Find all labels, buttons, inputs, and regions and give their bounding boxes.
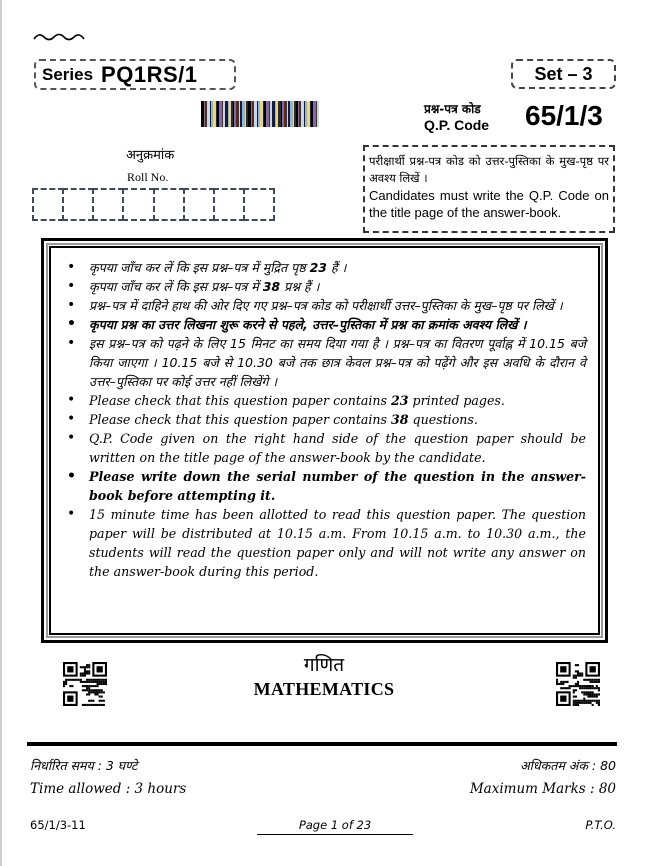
page-number: Page 1 of 23 xyxy=(257,818,413,835)
instruction-item xyxy=(65,505,586,581)
notice-hindi: परीक्षार्थी प्रश्न-पत्र कोड को उत्तर-पुस्तिका के मुख-पृष्ठ पर अवश्य लिखें । xyxy=(369,154,609,185)
notice-english: Candidates must write the Q.P. Code on the title page of the answer-book. xyxy=(369,188,609,220)
roll-number-box[interactable] xyxy=(183,188,215,221)
instruction-text: प्रश्न हैं । xyxy=(280,279,320,294)
set-label: Set – 3 xyxy=(534,63,593,84)
max-marks-hindi: अधिकतम अंक : 80 xyxy=(520,758,616,773)
instruction-text: Please write down the serial number of the question in the answer-book before attempting it. xyxy=(89,469,586,503)
instruction-text: Q.P. Code given on the right hand side of the question paper should be written on the title page of the answer-book by the candidate. xyxy=(89,431,586,465)
time-allowed: Time allowed : 3 hours xyxy=(30,781,187,797)
roll-label-hindi: अनुक्रमांक xyxy=(126,148,175,163)
roll-number-box[interactable] xyxy=(213,188,245,221)
pto-label: P.T.O. xyxy=(585,818,616,832)
instruction-text: कृपया जाँच कर लें कि इस प्रश्न–पत्र में मुद्रित पृष्ठ xyxy=(89,260,310,275)
instruction-item xyxy=(65,391,586,410)
instruction-item xyxy=(65,429,586,467)
subject-title-hindi: गणित xyxy=(303,654,345,676)
series-value: PQ1RS/1 xyxy=(101,61,198,87)
instruction-text: कृपया जाँच कर लें कि इस प्रश्न–पत्र में xyxy=(89,279,263,294)
instruction-text: printed pages. xyxy=(408,393,505,408)
instruction-item xyxy=(65,315,586,334)
roll-number-box[interactable] xyxy=(243,188,275,221)
instruction-text: प्रश्न–पत्र में दाहिने हाथ की ओर दिए गए प्रश्न–पत्र कोड को परीक्षार्थी उत्तर–पुस्तिका के मुख–पृष्ठ पर लिखें । xyxy=(89,298,563,313)
instruction-item xyxy=(65,410,586,429)
roll-number-box[interactable] xyxy=(32,188,64,221)
instruction-text: 15 minute time has been allotted to read this question paper. The question paper will be distributed at 10.15 a.m. From 10.15 a.m. to 10.30 a.m., the students will read the question paper only and will not write any answer on the answer-book during this period. xyxy=(89,507,586,579)
instruction-text: Please check that this question paper contains xyxy=(89,412,391,427)
qp-code-notice xyxy=(363,145,615,233)
instruction-count: 38 xyxy=(262,279,281,294)
roll-label: Roll No. xyxy=(127,170,169,184)
roll-number-box[interactable] xyxy=(62,188,94,221)
wavy-line-icon xyxy=(33,30,85,44)
instruction-item xyxy=(65,334,586,391)
instruction-text: इस प्रश्न–पत्र को पढ़ने के लिए 15 मिनट का समय दिया गया है । प्रश्न–पत्र का वितरण पूर्वाह्न में 10.15 बजे किया जाएगा । 10.15 बजे से 10.30 बजे तक छात्र केवल प्रश्न–पत्र को पढ़ेंगे और इस अवधि के दौरान वे उत्तर–पुस्तिका पर कोई उत्तर नहीं लिखेंगे । xyxy=(89,336,586,389)
series-box xyxy=(34,59,236,90)
instruction-text: हैं । xyxy=(327,260,347,275)
roll-number-box[interactable] xyxy=(153,188,185,221)
instruction-item xyxy=(65,467,586,505)
time-allowed-hindi: निर्धारित समय : 3 घण्टे xyxy=(30,758,138,773)
instruction-count: 23 xyxy=(309,260,328,275)
instruction-item xyxy=(65,296,586,315)
instructions-list xyxy=(65,258,586,581)
qp-code-label-hindi: प्रश्न-पत्र कोड xyxy=(424,102,481,116)
footer-code: 65/1/3-11 xyxy=(30,818,86,832)
max-marks: Maximum Marks : 80 xyxy=(469,781,616,797)
instruction-count: 38 xyxy=(391,412,409,427)
instruction-item xyxy=(65,258,586,277)
instruction-item xyxy=(65,277,586,296)
set-box xyxy=(511,59,616,89)
barcode-icon xyxy=(201,101,319,127)
instruction-text: questions. xyxy=(408,412,478,427)
instructions-box xyxy=(41,238,608,643)
divider xyxy=(27,742,617,746)
series-label: Series xyxy=(42,64,94,84)
qp-code-label: Q.P. Code xyxy=(424,117,490,133)
qp-code-value: 65/1/3 xyxy=(525,100,603,131)
instruction-text: Please check that this question paper contains xyxy=(89,393,391,408)
page-edge xyxy=(0,0,2,866)
roll-number-boxes[interactable] xyxy=(32,188,275,221)
instruction-count: 23 xyxy=(391,393,409,408)
subject-title: MATHEMATICS xyxy=(253,679,395,699)
roll-number-box[interactable] xyxy=(92,188,124,221)
instruction-text: कृपया प्रश्न का उत्तर लिखना शुरू करने से पहले, उत्तर–पुस्तिका में प्रश्न का क्रमांक अवश्य लिखें । xyxy=(89,317,527,332)
roll-number-box[interactable] xyxy=(122,188,154,221)
